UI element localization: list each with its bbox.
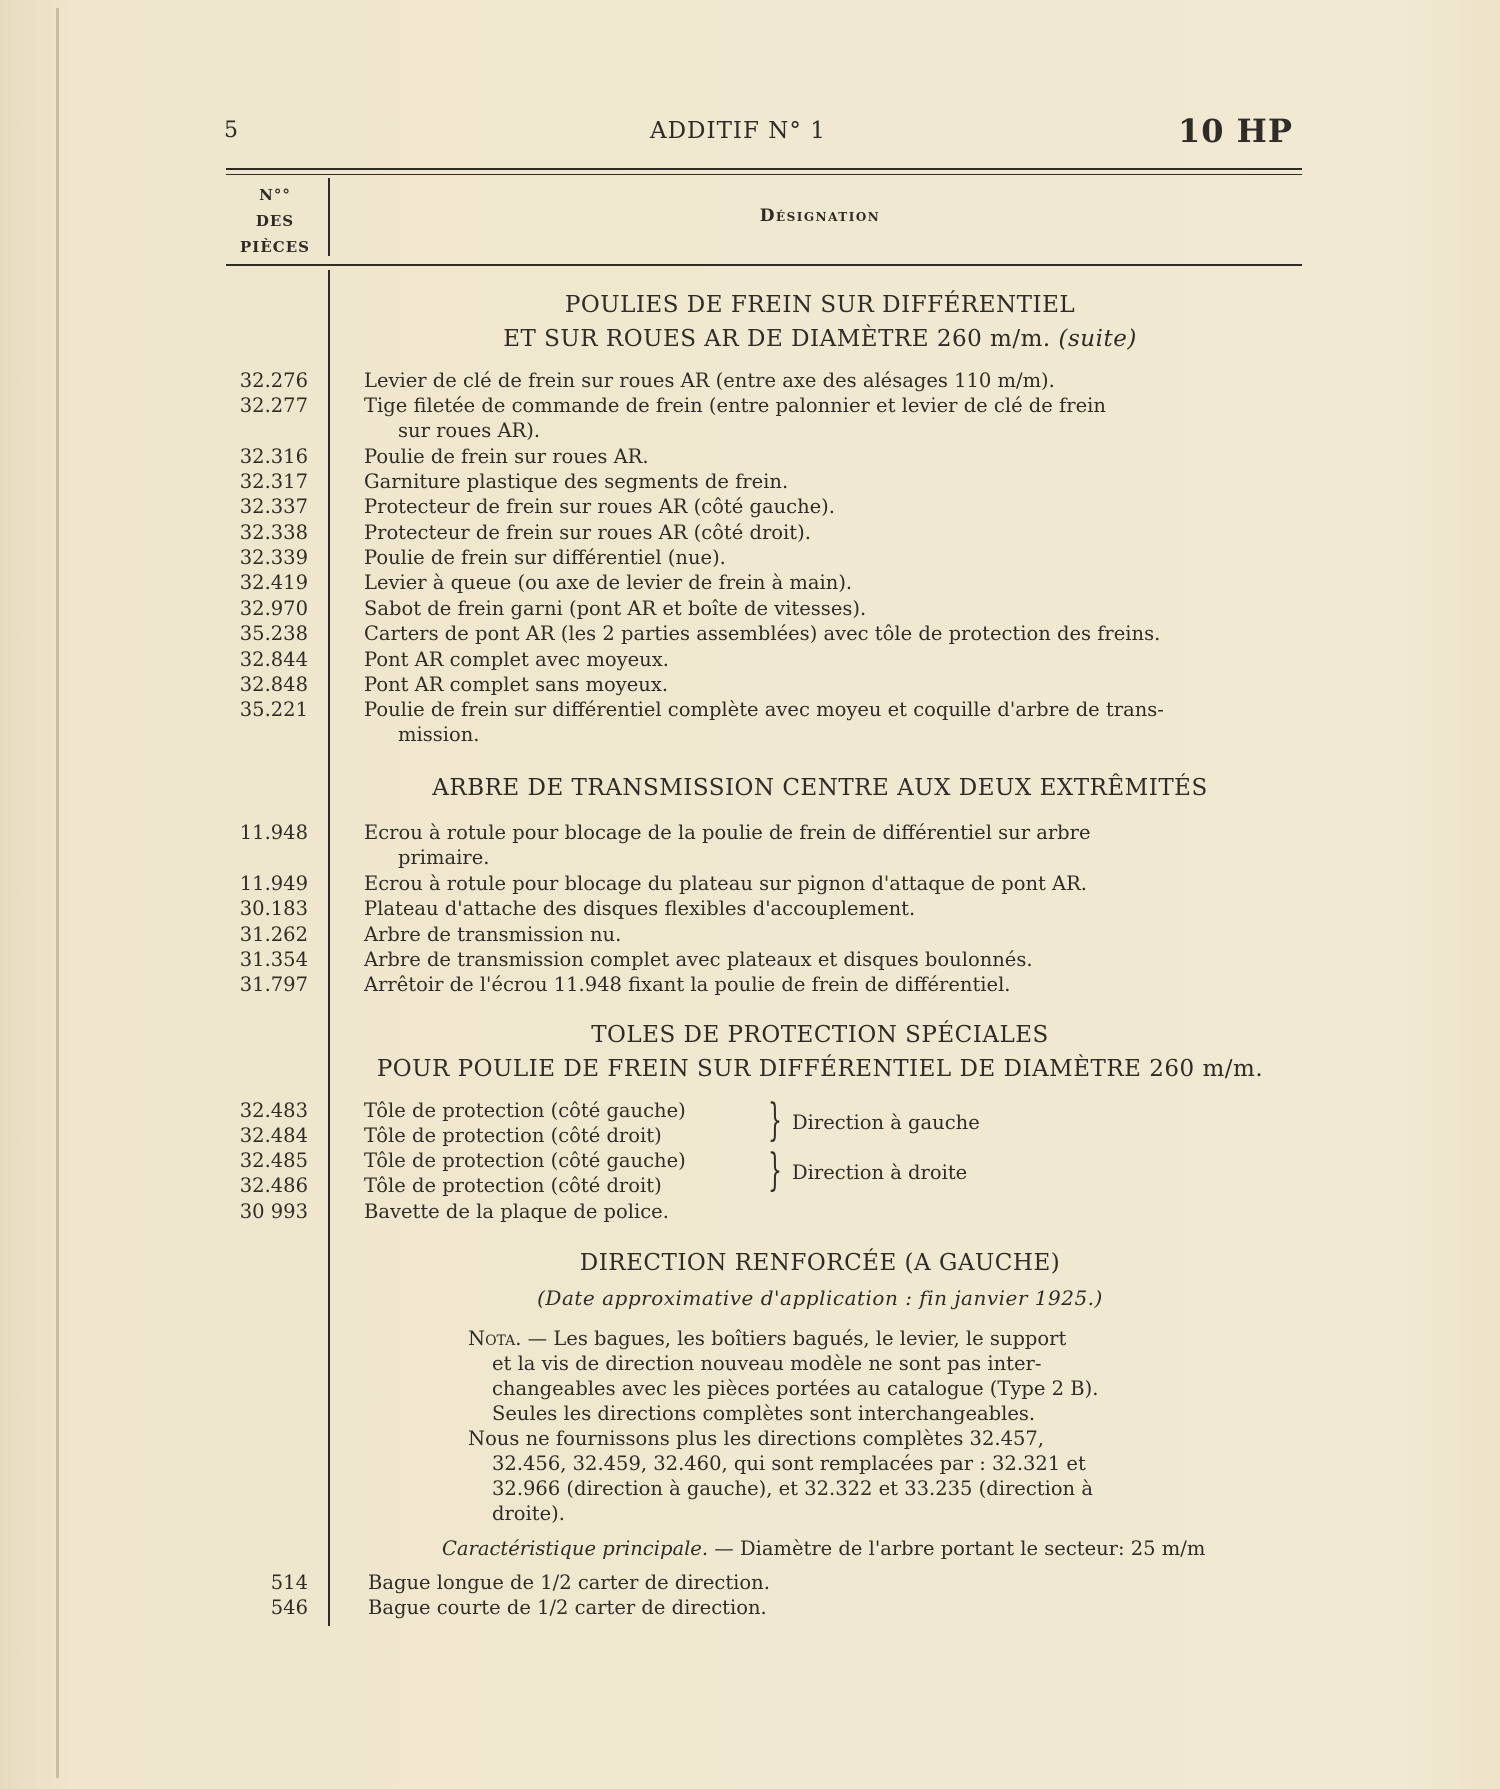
part-designation: primaire.: [398, 846, 490, 869]
part-designation: Bague longue de 1/2 carter de direction.: [368, 1571, 770, 1594]
part-designation: Protecteur de frein sur roues AR (côté gauche).: [364, 495, 835, 518]
part-designation: Plateau d'attache des disques flexibles d'accouplement.: [364, 897, 916, 920]
part-designation: Arbre de transmission complet avec plateaux et disques boulonnés.: [364, 948, 1033, 971]
note-line: 32.966 (direction à gauche), et 32.322 et 33.235 (direction à: [492, 1477, 1093, 1500]
table-row: [0, 368, 1500, 393]
page-header: [0, 112, 1500, 156]
part-designation: Pont AR complet avec moyeux.: [364, 648, 669, 671]
table-row: [0, 1595, 1500, 1620]
brace-label: Direction à gauche: [792, 1111, 980, 1134]
part-number: 32.970: [239, 597, 308, 620]
part-number: 32.484: [239, 1124, 308, 1147]
part-designation: Protecteur de frein sur roues AR (côté droit).: [364, 521, 811, 544]
part-number: 32.317: [239, 470, 308, 493]
part-number: 31.262: [239, 923, 308, 946]
column-header-number: [230, 182, 320, 260]
column-header-rule: [226, 264, 1302, 266]
part-designation: Arbre de transmission nu.: [364, 923, 622, 946]
section-title: DIRECTION RENFORCÉE (A GAUCHE): [579, 1250, 1061, 1276]
section-title: TOLES DE PROTECTION SPÉCIALES: [591, 1022, 1049, 1048]
table-row: [0, 1173, 1500, 1198]
table-row: [0, 570, 1500, 595]
part-number: 32.486: [239, 1174, 308, 1197]
part-designation: Bague courte de 1/2 carter de direction.: [368, 1596, 767, 1619]
section-title-suffix: (suite): [1058, 326, 1137, 352]
part-designation: Poulie de frein sur roues AR.: [364, 445, 649, 468]
note-line: Nous ne fournissons plus les directions complètes 32.457,: [468, 1427, 1044, 1450]
part-number: 32.338: [239, 521, 308, 544]
part-number: 31.797: [239, 973, 308, 996]
table-row: [0, 922, 1500, 947]
part-number: 30 993: [239, 1200, 308, 1223]
part-number: 31.354: [239, 948, 308, 971]
part-designation: Levier à queue (ou axe de levier de frein à main).: [364, 571, 853, 594]
part-number: 35.221: [239, 698, 308, 721]
note-line: droite).: [492, 1502, 565, 1525]
part-number: 32.337: [239, 495, 308, 518]
part-number: 32.483: [239, 1099, 308, 1122]
part-designation: Poulie de frein sur différentiel complète avec moyeu et coquille d'arbre de trans-: [364, 698, 1164, 721]
header-title: ADDITIF N° 1: [650, 118, 826, 144]
part-designation: Tôle de protection (côté gauche): [364, 1149, 686, 1172]
table-row: [0, 1123, 1500, 1148]
part-designation: mission.: [398, 723, 480, 746]
section-title-text: ET SUR ROUES AR DE DIAMÈTRE 260 m/m.: [503, 326, 1051, 352]
section-title: POULIES DE FREIN SUR DIFFÉRENTIEL: [564, 292, 1076, 318]
table-row: [0, 672, 1500, 697]
part-designation: Levier de clé de frein sur roues AR (entre axe des alésages 110 m/m).: [364, 369, 1055, 392]
brace-symbol: }: [768, 1095, 782, 1146]
table-row: [0, 469, 1500, 494]
part-number: 32.277: [239, 394, 308, 417]
note-line: Seules les directions complètes sont interchangeables.: [492, 1402, 1036, 1425]
part-designation: Garniture plastique des segments de frein.: [364, 470, 789, 493]
part-number: 11.949: [239, 872, 308, 895]
part-designation: Tôle de protection (côté droit): [364, 1174, 662, 1197]
part-number: 32.848: [239, 673, 308, 696]
table-row: [0, 393, 1500, 418]
table-row: [0, 845, 1500, 870]
characteristic-label: Caractéristique principale.: [442, 1537, 709, 1560]
note-line: 32.456, 32.459, 32.460, qui sont remplacées par : 32.321 et: [492, 1452, 1086, 1475]
table-row: [0, 520, 1500, 545]
characteristic-text: — Diamètre de l'arbre portant le secteur: 25 m/m: [714, 1537, 1206, 1560]
part-designation: Tôle de protection (côté droit): [364, 1124, 662, 1147]
table-row: [0, 1570, 1500, 1595]
table-row: [0, 1199, 1500, 1224]
column-header-number-line: PIÈCES: [240, 238, 310, 256]
part-number: 32.339: [239, 546, 308, 569]
column-divider: [328, 178, 330, 256]
table-row: [0, 896, 1500, 921]
header-rule: [226, 168, 1302, 170]
section-title: POUR POULIE DE FREIN SUR DIFFÉRENTIEL DE DIAMÈTRE 260 m/m.: [376, 1056, 1264, 1082]
section-subtitle: (Date approximative d'application : fin janvier 1925.): [537, 1286, 1103, 1310]
table-row: [0, 494, 1500, 519]
part-designation: Ecrou à rotule pour blocage de la poulie de frein de différentiel sur arbre: [364, 821, 1091, 844]
table-row: [0, 871, 1500, 896]
column-header-number-line: DES: [255, 212, 295, 230]
table-row: [0, 722, 1500, 747]
brace-label: Direction à droite: [792, 1161, 968, 1184]
part-designation: Sabot de frein garni (pont AR et boîte de vitesses).: [364, 597, 867, 620]
header-rule-thin: [226, 174, 1302, 175]
part-designation: Bavette de la plaque de police.: [364, 1200, 669, 1223]
table-row: [0, 947, 1500, 972]
part-designation: Poulie de frein sur différentiel (nue).: [364, 546, 726, 569]
part-number: 11.948: [239, 821, 308, 844]
table-row: [0, 418, 1500, 443]
table-row: [0, 972, 1500, 997]
part-number: 32.316: [239, 445, 308, 468]
part-designation: Tige filetée de commande de frein (entre palonnier et levier de clé de frein: [364, 394, 1106, 417]
column-header-designation: Désignation: [759, 206, 881, 226]
table-row: [0, 647, 1500, 672]
brace-symbol: }: [768, 1145, 782, 1196]
part-designation: Tôle de protection (côté gauche): [364, 1099, 686, 1122]
part-designation: Arrêtoir de l'écrou 11.948 fixant la poulie de frein de différentiel.: [364, 973, 1011, 996]
part-number: 35.238: [239, 622, 308, 645]
note-label: Nota.: [468, 1327, 522, 1350]
note-text: — Les bagues, les boîtiers bagués, le levier, le support: [527, 1327, 1067, 1350]
table-row: [0, 621, 1500, 646]
section-title: ARBRE DE TRANSMISSION CENTRE AUX DEUX EXTRÊMITÉS: [432, 775, 1208, 801]
table-row: [0, 1148, 1500, 1173]
table-row: [0, 1098, 1500, 1123]
part-number: 30.183: [239, 897, 308, 920]
part-designation: sur roues AR).: [398, 419, 541, 442]
note-line: et la vis de direction nouveau modèle ne sont pas inter-: [492, 1352, 1042, 1375]
part-number: 32.844: [239, 648, 308, 671]
part-number: 546: [270, 1596, 308, 1619]
section-title: [340, 326, 1300, 352]
table-row: [0, 697, 1500, 722]
note-line: changeables avec les pièces portées au catalogue (Type 2 B).: [492, 1377, 1099, 1400]
header-model: 10 HP: [1178, 112, 1293, 150]
part-designation: Ecrou à rotule pour blocage du plateau sur pignon d'attaque de pont AR.: [364, 872, 1087, 895]
part-number: 32.485: [239, 1149, 308, 1172]
part-number: 32.419: [239, 571, 308, 594]
part-number: 32.276: [239, 369, 308, 392]
note-line: [468, 1326, 1066, 1351]
column-header-number-line: N°°: [259, 186, 291, 204]
part-designation: Pont AR complet sans moyeux.: [364, 673, 669, 696]
table-row: [0, 596, 1500, 621]
page-number: 5: [224, 118, 238, 143]
part-number: 514: [270, 1571, 308, 1594]
part-designation: Carters de pont AR (les 2 parties assemblées) avec tôle de protection des freins.: [364, 622, 1161, 645]
table-row: [0, 820, 1500, 845]
characteristic-line: [442, 1536, 1205, 1561]
table-row: [0, 444, 1500, 469]
table-row: [0, 545, 1500, 570]
